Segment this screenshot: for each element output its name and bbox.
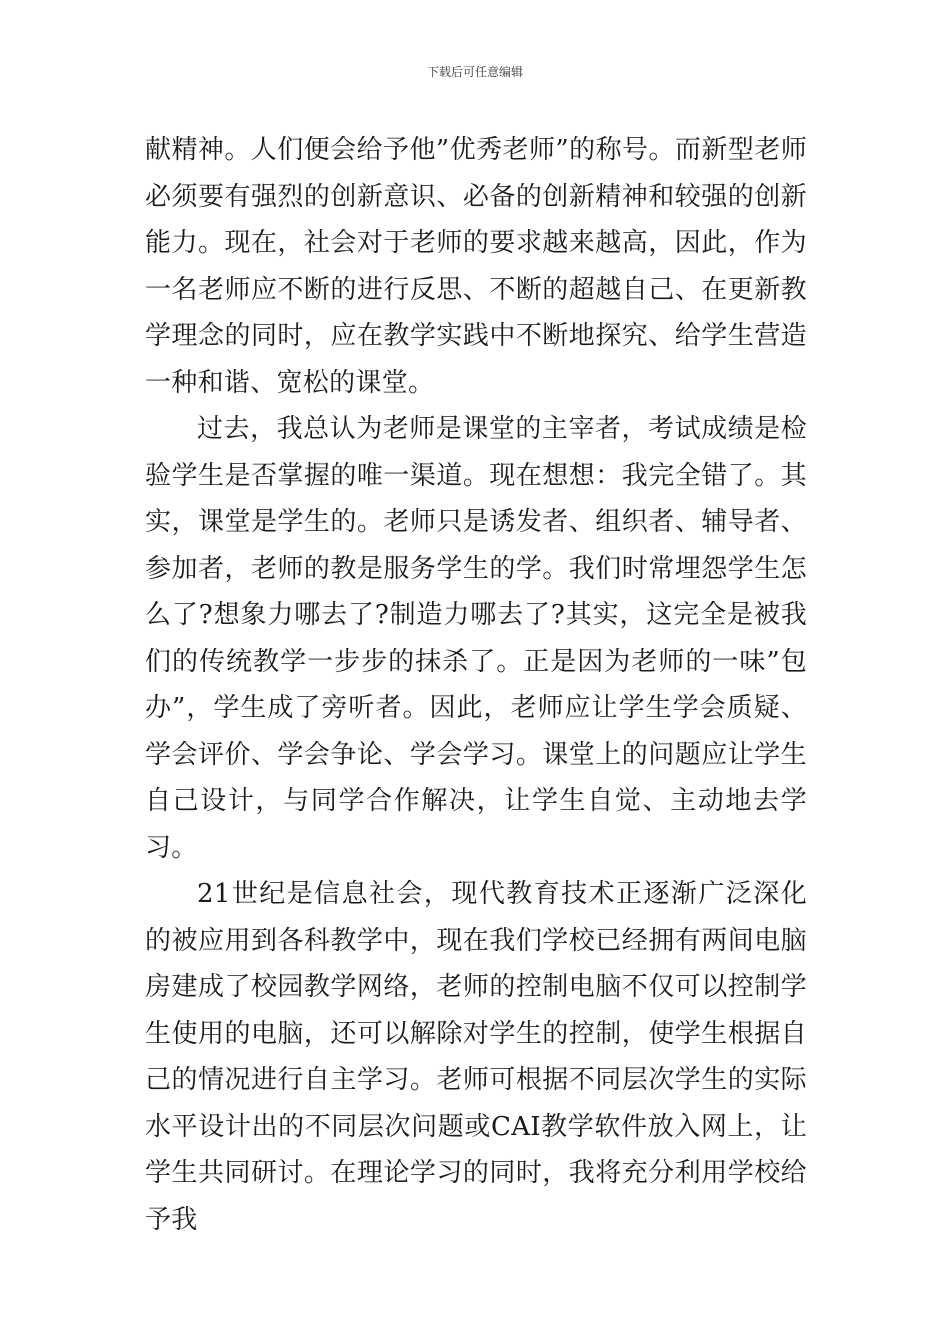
paragraph-2: 过去，我总认为老师是课堂的主宰者，考试成绩是检验学生是否掌握的唯一渠道。现在想想：我完全错了。其实，课堂是学生的。老师只是诱发者、组织者、辅导者、参加者，老师的教是服务学生的学。我们时常埋怨学生怎么了?想象力哪去了?制造力哪去了?其实，这完全是被我们的传统教学一步步的抹杀了。正是因为老师的一味”包办”，学生成了旁听者。因此，老师应让学生学会质疑、学会评价、学会争论、学会学习。课堂上的问题应让学生自己设计，与同学合作解决，让学生自觉、主动地去学习。: [145, 414, 807, 863]
paragraph-3: 21世纪是信息社会，现代教育技术正逐渐广泛深化的被应用到各科教学中，现在我们学校已经拥有两间电脑房建成了校园教学网络，老师的控制电脑不仅可以控制学生使用的电脑，还可以解除对学生的控制，使学生根据自己的情况进行自主学习。老师可根据不同层次学生的实际水平设计出的不同层次问题或CAI教学软件放入网上，让学生共同研讨。在理论学习的同时，我将充分利用学校给予我: [145, 879, 807, 1235]
page-header: 下载后可任意编辑: [426, 65, 523, 79]
paragraph-1: 献精神。人们便会给予他”优秀老师”的称号。而新型老师必须要有强烈的创新意识、必备的创新精神和较强的创新能力。现在，社会对于老师的要求越来越高，因此，作为一名老师应不断的进行反思、不断的超越自己、在更新教学理念的同时，应在教学实践中不断地探究、给学生营造一种和谐、宽松的课堂。: [145, 135, 807, 398]
document-body: [145, 127, 807, 1243]
